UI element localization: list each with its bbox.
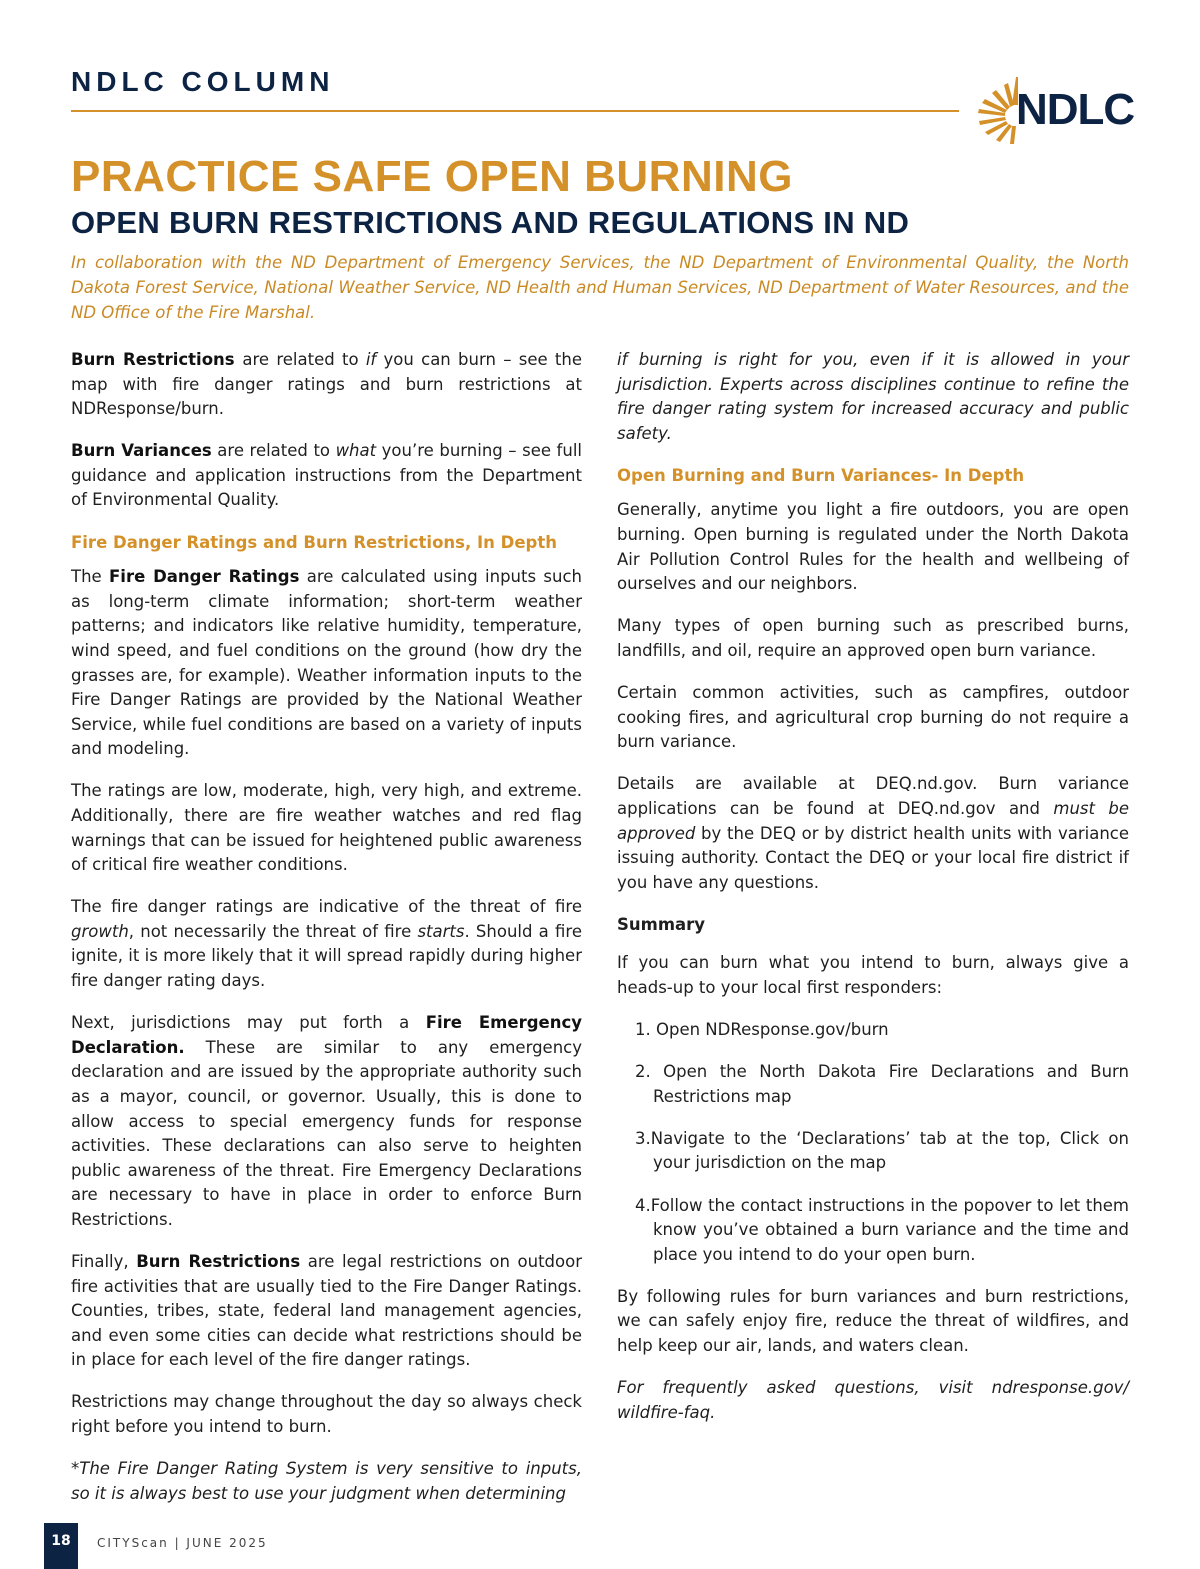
text-run: By following rules for burn variances and burn restrictions, we can safely enjoy fire, reduce the threat of wildfires, and help keep our air, lands, and waters clean. <box>617 1286 1129 1355</box>
italic-text: if burning is right for you, even if it is allowed in your jurisdiction. Experts across disciplines continue to refine the fire danger rating system for increased accuracy and public safety. <box>617 350 1129 443</box>
paragraph <box>71 439 582 513</box>
ndlc-logo <box>976 74 1136 146</box>
intro-text: In collaboration with the ND Department of Emergency Services, the ND Department of Environmental Quality, the North Dakota Forest Service, National Weather Service, ND Health and Human Services, ND Department of Water Resources, and the ND Office of the Fire Marshal. <box>71 253 1129 322</box>
text-run: Finally, <box>71 1252 137 1271</box>
text-run: . Should a fire ignite, it is more likely that it will spread rapidly during higher fire danger rating days. <box>71 921 582 991</box>
paragraph <box>71 348 582 422</box>
publication-footer: CITYScan | JUNE 2025 <box>97 1536 268 1550</box>
text-run: The fire danger ratings are indicative of the threat of fire <box>71 897 582 917</box>
text-run: Generally, anytime you light a fire outdoors, you are open burning. Open burning is regulated under the North Dakota Air Pollution Control Rules for the health and wellbeing of ourselves and our neighbors. <box>617 500 1129 594</box>
paragraph <box>617 951 1129 1000</box>
bold-text: Burn Restrictions <box>136 1252 301 1271</box>
paragraph <box>617 1285 1129 1359</box>
bold-text: Burn Restrictions <box>71 350 243 369</box>
paragraph <box>71 1390 582 1439</box>
footnote <box>71 1457 582 1506</box>
bold-text: Fire Danger Ratings <box>109 567 300 587</box>
sunburst-icon <box>976 75 1018 145</box>
text-run: The <box>71 567 110 587</box>
paragraph <box>617 772 1129 895</box>
text-run: are related to <box>211 441 336 461</box>
text-run: are legal restrictions on outdoor fire activities that are usually tied to the Fire Danger Ratings. Counties, tribes, state, federal land management agencies, and even some cities can decide what restrictions should be in place for each level of the fire danger ratings. <box>71 1252 583 1370</box>
italic-text: must be approved <box>617 798 1129 843</box>
text-run: The ratings are low, moderate, high, very high, and extreme. Additionally, there are fire weather watches and red flag warnings that can be issued for heightened public awareness of critical fire weather conditions. <box>71 781 582 875</box>
italic-text: *The Fire Danger Rating System is very sensitive to inputs, so it is always best to use your judgment when determining <box>71 1459 582 1503</box>
italic-text: For frequently asked questions, visit ndresponse.gov/ wildfire-faq. <box>617 1378 1129 1422</box>
text-run: Many types of open burning such as prescribed burns, landfills, and oil, require an approved open burn variance. <box>617 616 1129 660</box>
paragraph <box>71 779 582 877</box>
text-run: Certain common activities, such as campfires, outdoor cooking fires, and agricultural crop burning do not require a burn variance. <box>617 683 1129 752</box>
bold-text: Fire Emergency Declaration. <box>71 1013 582 1057</box>
step-item: 3.Navigate to the ‘Declarations’ tab at the top, Click on your jurisdiction on the map <box>635 1128 1129 1173</box>
text-run: These are similar to any emergency declaration and are issued by the appropriate authority such as a mayor, council, or governor. Usually, this is done to allow access to special emergency funds for response activities. These declarations can also serve to heighten public awareness of the threat. Fire Emergency Declarations are necessary to have in place in order to enforce Burn Restrictions. <box>71 1037 582 1229</box>
section-heading: Fire Danger Ratings and Burn Restrictions, In Depth <box>71 532 557 552</box>
text-run: you’re burning – see full guidance and application instructions from the Department of Environmental Quality. <box>71 441 582 510</box>
text-run: by the DEQ or by district health units with variance issuing authority. Contact the DEQ or your local fire district if you have any questions. <box>617 823 1129 892</box>
paragraph <box>71 565 582 762</box>
text-run: Next, jurisdictions may put forth a <box>71 1013 426 1033</box>
right-column <box>617 348 1129 1443</box>
text-run: you can burn – see the map with fire danger ratings and burn restrictions at NDResponse/burn. <box>71 350 582 419</box>
faq-link-text <box>617 1376 1129 1425</box>
italic-text: if <box>365 350 377 369</box>
text-run: , not necessarily the threat of fire <box>128 921 418 941</box>
text-run: If you can burn what you intend to burn, always give a heads-up to your local first responders: <box>617 953 1129 997</box>
steps-list <box>635 1018 1129 1267</box>
page-subtitle: OPEN BURN RESTRICTIONS AND REGULATIONS IN ND <box>71 205 910 240</box>
page-title: PRACTICE SAFE OPEN BURNING <box>71 152 793 201</box>
summary-heading: Summary <box>617 914 706 934</box>
text-run: Details are available at DEQ.nd.gov. Burn variance applications can be found at DEQ.nd.gov and <box>617 774 1129 818</box>
paragraph <box>617 681 1129 755</box>
text-run: are calculated using inputs such as long-term climate information; short-term weather patterns; and indicators like relative humidity, temperature, wind speed, and fuel conditions on the ground (how dry the grasses are, for example). Weather information inputs to the Fire Danger Ratings are provided by the National Weather Service, while fuel conditions are based on a variety of inputs and modeling. <box>71 567 582 759</box>
italic-text: what <box>335 441 377 461</box>
section-heading: Open Burning and Burn Variances- In Depth <box>617 465 1025 485</box>
paragraph <box>617 614 1129 663</box>
logo-text: NDLC <box>1016 85 1135 134</box>
bold-text: Burn Variances <box>71 441 212 461</box>
page-number: 18 <box>44 1523 78 1569</box>
text-run: Restrictions may change throughout the day so always check right before you intend to burn. <box>71 1392 582 1437</box>
step-item: 2. Open the North Dakota Fire Declarations and Burn Restrictions map <box>635 1062 1129 1106</box>
paragraph <box>71 895 582 993</box>
left-column <box>71 348 582 1524</box>
section-kicker: NDLC COLUMN <box>71 66 335 97</box>
step-item: 4.Follow the contact instructions in the popover to let them know you’ve obtained a burn variance and the time and place you intend to do your open burn. <box>635 1195 1129 1264</box>
header-divider <box>71 110 959 112</box>
paragraph <box>617 348 1129 446</box>
paragraph <box>71 1011 582 1232</box>
italic-text: starts <box>417 921 465 941</box>
paragraph <box>71 1250 582 1373</box>
italic-text: growth <box>71 921 129 941</box>
paragraph <box>617 498 1129 596</box>
step-item: 1. Open NDResponse.gov/burn <box>635 1020 889 1040</box>
text-run: are related to <box>242 350 366 369</box>
